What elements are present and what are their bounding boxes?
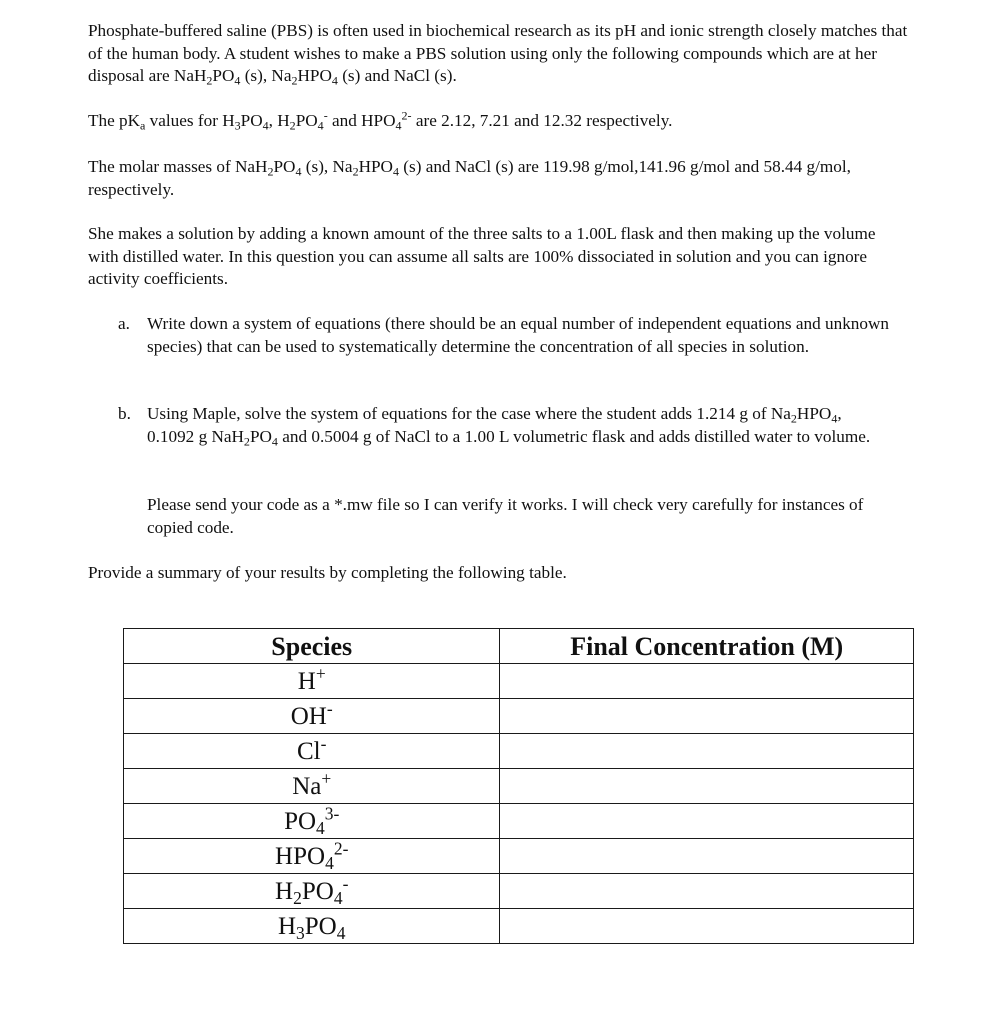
molar-mass-paragraph: The molar masses of $NaH_2PO_4$ (s), $Na_2HPO_4$ (s) and NaCl (s) are 119.98 g/mol,141.96 g/mol and 58.44 g/mol, respectively. bbox=[88, 157, 851, 199]
procedure-paragraph: She makes a solution by adding a known amount of the three salts to a 1.00L flask and then making up the volume with distilled water. In this question you can assume all salts are 100% dissociated in solution and you can ignore activity coefficients. bbox=[88, 224, 876, 289]
species-cell: H+ bbox=[124, 664, 500, 699]
concentration-cell[interactable] bbox=[500, 769, 914, 804]
table-row bbox=[124, 664, 914, 699]
concentration-cell[interactable] bbox=[500, 804, 914, 839]
table-row bbox=[124, 734, 914, 769]
table-row bbox=[124, 874, 914, 909]
table-row bbox=[124, 769, 914, 804]
summary-prompt: Provide a summary of your results by completing the following table. bbox=[88, 563, 567, 582]
table-header-row bbox=[124, 629, 914, 664]
question-b-note: Please send your code as a *.mw file so I can verify it works. I will check very carefully for instances of copied code. bbox=[147, 495, 864, 537]
question-b-marker: b. bbox=[118, 404, 131, 423]
question-a-text: Write down a system of equations (there should be an equal number of independent equations and unknown species) that can be used to systematically determine the concentration of all species in solution. bbox=[147, 314, 889, 356]
concentration-cell[interactable] bbox=[500, 839, 914, 874]
concentration-cell[interactable] bbox=[500, 664, 914, 699]
table-row bbox=[124, 699, 914, 734]
table-row bbox=[124, 839, 914, 874]
species-cell: $H_2PO_4^-$ bbox=[124, 874, 500, 909]
intro-paragraph: Phosphate-buffered saline (PBS) is often used in biochemical research as its pH and ionic strength closely matches that of the human body. A student wishes to make a PBS solution using only the following compounds which are at her disposal are $NaH_2PO_4$ (s), $Na_2HPO_4$ (s) and NaCl (s). bbox=[88, 21, 908, 88]
species-cell: $PO_4^{3-}$ bbox=[124, 804, 500, 839]
question-a-marker: a. bbox=[118, 314, 130, 333]
concentration-cell[interactable] bbox=[500, 874, 914, 909]
species-cell: Cl- bbox=[124, 734, 500, 769]
concentration-header: Final Concentration (M) bbox=[500, 629, 914, 664]
results-table bbox=[123, 628, 914, 944]
question-b-text: Using Maple, solve the system of equations for the case where the student adds 1.214 g of $Na_2HPO_4$, 0.1092 g $NaH_2PO_4$ and 0.5004 g of NaCl to a 1.00 L volumetric flask and adds distilled water to volume. bbox=[147, 404, 871, 448]
table-row bbox=[124, 909, 914, 944]
concentration-cell[interactable] bbox=[500, 699, 914, 734]
pka-paragraph: The $pK_a$ values for $H_3PO_4$, $H_2PO_4^-$ and $HPO_4^{2-}$ are 2.12, 7.21 and 12.32 respectively. bbox=[88, 108, 673, 133]
species-cell: $HPO_4^{2-}$ bbox=[124, 839, 500, 874]
species-header: Species bbox=[124, 629, 500, 664]
table-row bbox=[124, 804, 914, 839]
concentration-cell[interactable] bbox=[500, 909, 914, 944]
concentration-cell[interactable] bbox=[500, 734, 914, 769]
species-cell: Na+ bbox=[124, 769, 500, 804]
species-cell: OH- bbox=[124, 699, 500, 734]
species-cell: $H_3PO_4$ bbox=[124, 909, 500, 944]
